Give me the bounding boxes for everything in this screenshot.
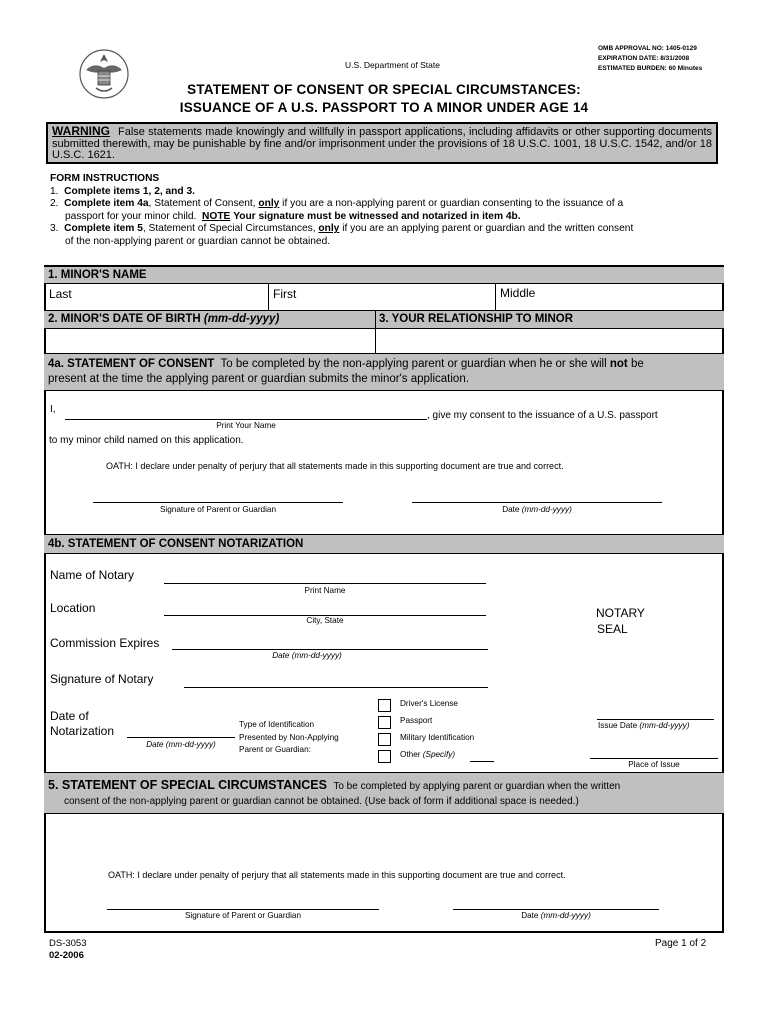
consent-i-label: I, [50, 404, 56, 415]
date-of-label: Date of [50, 709, 89, 723]
dob-title: 2. MINOR'S DATE OF BIRTH [48, 313, 201, 325]
military-id-checkbox[interactable] [378, 733, 391, 746]
warning-text: False statements made knowingly and willfully in passport applications, including affidavits or other supporting documents submitted therewith, may be punishable by fine and/or imprisonment under the provisions of 18 U.S.C. 1001, 18 U.S.C. 1542, and/or 18 U.S.C. 1621. [52, 126, 712, 161]
form-revision: 02-2006 [49, 950, 84, 961]
drivers-license-label: Driver's License [400, 699, 458, 708]
middle-name-label: Middle [500, 286, 536, 300]
date-field-5[interactable] [453, 890, 659, 909]
parent-signature-field-5[interactable] [107, 890, 379, 909]
location-label: Location [50, 601, 96, 615]
warning-label: WARNING [52, 124, 110, 138]
passport-label: Passport [400, 716, 433, 725]
date-field-4a[interactable] [412, 484, 662, 502]
signature-caption-4a: Signature of Parent or Guardian [159, 505, 277, 514]
form-title-line1: STATEMENT OF CONSENT OR SPECIAL CIRCUMSTANCES: [187, 82, 581, 97]
date-caption-4a: Date (mm-dd-yyyy) [502, 505, 572, 514]
signature-of-notary-label: Signature of Notary [50, 672, 154, 686]
notary-signature-field[interactable] [184, 670, 488, 687]
section-4b-header: 4b. STATEMENT OF CONSENT NOTARIZATION [44, 534, 724, 554]
relationship-field[interactable] [378, 330, 722, 352]
special-circumstances-text-area[interactable] [46, 816, 722, 866]
place-of-issue-caption: Place of Issue [628, 760, 680, 769]
notary-seal-label-2: SEAL [597, 622, 628, 636]
commission-expires-label: Commission Expires [50, 636, 160, 650]
last-name-label: Last [49, 287, 72, 301]
page-number: Page 1 of 2 [655, 938, 707, 949]
minor-middle-name-field[interactable] [497, 286, 722, 308]
consent-text: , give my consent to the issuance of a U.S. passport [427, 410, 658, 421]
omb-approval-block: OMB APPROVAL NO: 1405-0129 EXPIRATION DATE: 8/31/2008 ESTIMATED BURDEN: 60 Minutes [598, 45, 703, 72]
instructions-heading: FORM INSTRUCTIONS [50, 173, 160, 184]
instruction-2: 2. Complete item 4a, Statement of Consent, only if you are a non-applying parent or guardian consenting to the issuance of a [50, 198, 624, 210]
issue-date-field[interactable] [597, 702, 714, 719]
date-caption-5: Date (mm-dd-yyyy) [521, 911, 591, 920]
section-5-header: 5. STATEMENT OF SPECIAL CIRCUMSTANCES To be completed by applying parent or guardian when the written consent of the non-applying parent or guardian cannot be obtained. (Use back of form if additional space is needed.) [44, 772, 724, 814]
other-id-checkbox[interactable] [378, 750, 391, 763]
department-name: U.S. Department of State [345, 60, 440, 70]
parent-signature-field-4a[interactable] [93, 484, 343, 502]
commission-date-caption: Date (mm-dd-yyyy) [272, 651, 342, 660]
notary-seal-area [530, 570, 710, 680]
dob-format: (mm-dd-yyyy) [203, 313, 280, 325]
other-id-label: Other (Specify) [400, 750, 456, 759]
type-of-id-label: Type of Identification Presented by Non-Applying Parent or Guardian: [239, 720, 339, 754]
signature-caption-5: Signature of Parent or Guardian [184, 911, 302, 920]
section-2-3-header [44, 310, 724, 329]
city-state-caption: City, State [306, 616, 344, 625]
instruction-3: 3. Complete item 5, Statement of Special Circumstances, only if you are an applying parent or guardian and the written consent [50, 223, 634, 235]
consent-text-2: to my minor child named on this application. [49, 435, 244, 446]
oath-4a: OATH: I declare under penalty of perjury that all statements made in this supporting document are true and correct. [106, 461, 564, 471]
place-of-issue-field[interactable] [590, 741, 718, 758]
consent-print-name-field[interactable] [65, 404, 427, 419]
notarization-date-field[interactable] [127, 720, 235, 737]
instruction-3-cont: of the non-applying parent or guardian cannot be obtained. [65, 235, 331, 247]
minor-last-name-field[interactable] [46, 286, 266, 308]
relationship-title: 3. YOUR RELATIONSHIP TO MINOR [379, 313, 574, 325]
form-title-line2: ISSUANCE OF A U.S. PASSPORT TO A MINOR UNDER AGE 14 [179, 100, 589, 115]
instruction-2-cont: passport for your minor child. NOTE Your signature must be witnessed and notarized in item 4b. [65, 210, 521, 222]
notarization-date-caption: Date (mm-dd-yyyy) [146, 740, 216, 749]
section-4a-header: 4a. STATEMENT OF CONSENT To be completed by the non-applying parent or guardian when he or she will not be present at the time the applying parent or guardian submits the minor's application. [44, 353, 724, 391]
form-number: DS-3053 [49, 938, 87, 949]
section-1-header: 1. MINOR'S NAME [44, 266, 724, 284]
print-your-name-caption: Print Your Name [216, 421, 276, 430]
notary-location-field[interactable] [164, 598, 486, 615]
drivers-license-checkbox[interactable] [378, 699, 391, 712]
minor-dob-field[interactable] [46, 330, 373, 352]
warning-box [46, 122, 718, 164]
notary-name-field[interactable] [164, 566, 486, 583]
issue-date-caption: Issue Date (mm-dd-yyyy) [598, 721, 690, 730]
notarization-label: Notarization [50, 724, 115, 738]
minor-first-name-field[interactable] [270, 286, 493, 308]
military-id-label: Military Identification [400, 733, 475, 742]
oath-5: OATH: I declare under penalty of perjury that all statements made in this supporting document are true and correct. [108, 870, 566, 880]
notary-seal-label-1: NOTARY [596, 606, 645, 620]
commission-expires-field[interactable] [172, 632, 488, 649]
form-instructions [50, 173, 730, 249]
passport-checkbox[interactable] [378, 716, 391, 729]
first-name-label: First [273, 287, 297, 301]
instruction-1: 1. Complete items 1, 2, and 3. [50, 185, 195, 197]
name-of-notary-label: Name of Notary [50, 568, 135, 582]
print-name-caption: Print Name [304, 586, 346, 595]
